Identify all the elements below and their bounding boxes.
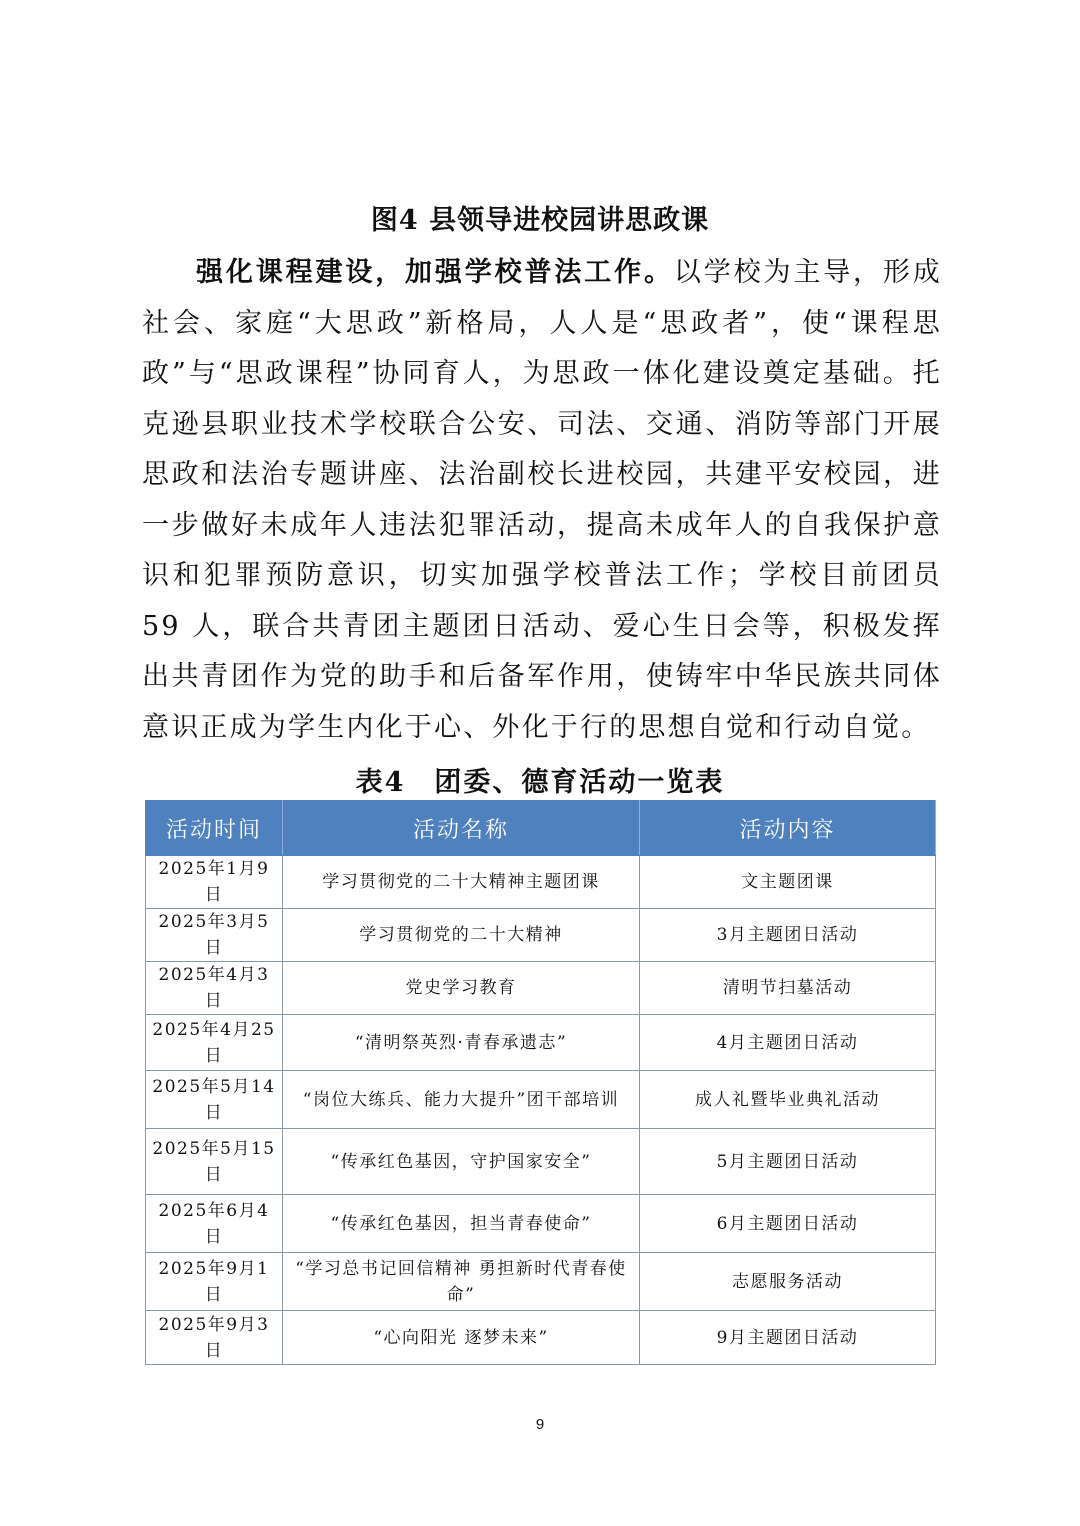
cell-content: 成人礼暨毕业典礼活动 [640,1071,936,1129]
cell-content: 志愿服务活动 [640,1253,936,1311]
cell-name: 学习贯彻党的二十大精神 [283,909,640,962]
table-row [146,1311,936,1365]
cell-name: “清明祭英烈·青春承遗志” [283,1015,640,1071]
table-row [146,1071,936,1129]
cell-content: 5月主题团日活动 [640,1129,936,1195]
table-header-row [146,801,936,856]
cell-name: “岗位大练兵、能力大提升”团干部培训 [283,1071,640,1129]
cell-date: 2025年9月3日 [146,1311,283,1365]
cell-date: 2025年3月5日 [146,909,283,962]
cell-date: 2025年5月15日 [146,1129,283,1195]
activities-table [145,800,936,1365]
table-row [146,1129,936,1195]
table-row [146,909,936,962]
table-caption: 表4 团委、德育活动一览表 [355,767,725,798]
table-row [146,1195,936,1253]
paragraph-lead: 强化课程建设，加强学校普法工作。 [196,257,674,288]
cell-content: 4月主题团日活动 [640,1015,936,1071]
cell-content: 清明节扫墓活动 [640,962,936,1015]
cell-date: 2025年1月9日 [146,856,283,909]
cell-date: 2025年6月4日 [146,1195,283,1253]
table-row [146,962,936,1015]
figure-caption: 图4 县领导进校园讲思政课 [370,205,710,236]
cell-name: “传承红色基因，守护国家安全” [283,1129,640,1195]
cell-content: 3月主题团日活动 [640,909,936,962]
table-row [146,856,936,909]
table-row [146,1015,936,1071]
cell-name: 党史学习教育 [283,962,640,1015]
cell-date: 2025年9月1日 [146,1253,283,1311]
body-paragraph [142,248,942,753]
cell-content: 文主题团课 [640,856,936,909]
paragraph-body: 以学校为主导，形成社会、家庭“大思政”新格局，人人是“思政者”，使“课程思政”与“思政课程”协同育人，为思政一体化建设奠定基础。托克逊县职业技术学校联合公安、司法、交通、消防等部门开展思政和法治专题讲座、法治副校长进校园，共建平安校园，进一步做好未成年人违法犯罪活动，提高未成年人的自我保护意识和犯罪预防意识，切实加强学校普法工作；学校目前团员 59 人，联合共青团主题团日活动、爱心生日会等，积极发挥出共青团作为党的助手和后备军作用，使铸牢中华民族共同体意识正成为学生内化于心、外化于行的思想自觉和行动自觉。 [142,257,942,743]
cell-content: 6月主题团日活动 [640,1195,936,1253]
header-activity-name: 活动名称 [283,801,640,856]
table-row [146,1253,936,1311]
cell-date: 2025年4月25日 [146,1015,283,1071]
cell-name: “心向阳光 逐梦未来” [283,1311,640,1365]
cell-content: 9月主题团日活动 [640,1311,936,1365]
page-number: 9 [535,1416,545,1433]
cell-name: 学习贯彻党的二十大精神主题团课 [283,856,640,909]
cell-name: “学习总书记回信精神 勇担新时代青春使命” [283,1253,640,1311]
cell-name: “传承红色基因，担当青春使命” [283,1195,640,1253]
cell-date: 2025年5月14日 [146,1071,283,1129]
header-activity-content: 活动内容 [640,801,936,856]
cell-date: 2025年4月3日 [146,962,283,1015]
header-activity-time: 活动时间 [146,801,283,856]
